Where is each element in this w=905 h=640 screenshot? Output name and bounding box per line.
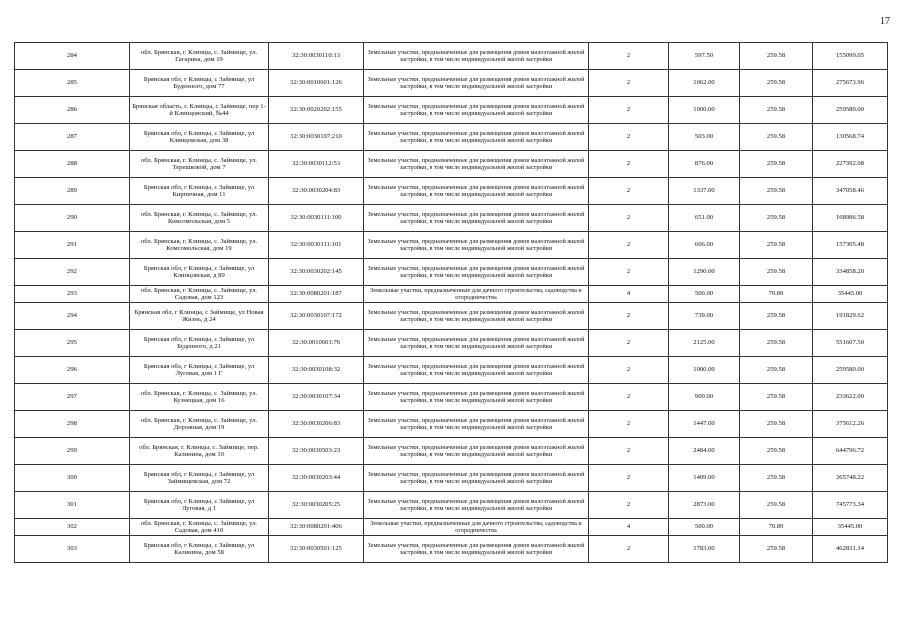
- rate-cell: 70.89: [740, 286, 813, 303]
- area-cell: 651.00: [669, 205, 740, 232]
- address-cell: Брянская обл, г Клинцы, с Займище, ул Калинина, дом 58: [130, 536, 269, 563]
- rate-cell: 259.58: [740, 465, 813, 492]
- land-use-cell: Земельные участки, предназначенные для размещения домов малоэтажной жилой застройки, в том числе индивидуальной жилой застройки: [364, 178, 589, 205]
- value-cell: 259580.00: [813, 357, 888, 384]
- row-number-cell: 294: [15, 303, 130, 330]
- value-cell: 155099.05: [813, 43, 888, 70]
- group-cell: 2: [589, 124, 669, 151]
- group-cell: 2: [589, 536, 669, 563]
- rate-cell: 259.58: [740, 357, 813, 384]
- area-cell: 606.00: [669, 232, 740, 259]
- group-cell: 4: [589, 286, 669, 303]
- table-row: [15, 178, 888, 205]
- value-cell: 168986.58: [813, 205, 888, 232]
- area-cell: 1447.00: [669, 411, 740, 438]
- row-number-cell: 296: [15, 357, 130, 384]
- rate-cell: 259.58: [740, 151, 813, 178]
- value-cell: 334858.20: [813, 259, 888, 286]
- cadastral-number-cell: 32:30:0010601:126: [269, 70, 364, 97]
- rate-cell: 259.58: [740, 411, 813, 438]
- value-cell: 347058.46: [813, 178, 888, 205]
- rate-cell: 259.58: [740, 97, 813, 124]
- table-body: [15, 43, 888, 563]
- area-cell: 500.00: [669, 519, 740, 536]
- rate-cell: 259.58: [740, 438, 813, 465]
- table-row: [15, 151, 888, 178]
- row-number-cell: 293: [15, 286, 130, 303]
- table-row: [15, 411, 888, 438]
- value-cell: 35445.00: [813, 519, 888, 536]
- cadastral-number-cell: 32:30:0030203:44: [269, 465, 364, 492]
- rate-cell: 259.58: [740, 536, 813, 563]
- cadastral-number-cell: 32:30:0080201:187: [269, 286, 364, 303]
- group-cell: 2: [589, 411, 669, 438]
- value-cell: 233622.00: [813, 384, 888, 411]
- group-cell: 2: [589, 43, 669, 70]
- area-cell: 597.50: [669, 43, 740, 70]
- value-cell: 644796.72: [813, 438, 888, 465]
- cadastral-number-cell: 32:30:0030503:23: [269, 438, 364, 465]
- group-cell: 2: [589, 465, 669, 492]
- value-cell: 35445.00: [813, 286, 888, 303]
- address-cell: обл. Брянская, г. Клинцы, с. Займище, ул. Дорожная, дом 19: [130, 411, 269, 438]
- address-cell: обл. Брянская, г. Клинцы, с. Займище, ул. Садовая, дом 410: [130, 519, 269, 536]
- group-cell: 2: [589, 330, 669, 357]
- cadastral-table: [14, 42, 888, 563]
- area-cell: 503.00: [669, 124, 740, 151]
- cadastral-number-cell: 32:30:0030112:53: [269, 151, 364, 178]
- land-use-cell: Земельные участки, предназначенные для размещения домов малоэтажной жилой застройки, в том числе индивидуальной жилой застройки: [364, 232, 589, 259]
- row-number-cell: 300: [15, 465, 130, 492]
- address-cell: обл. Брянская, г. Клинцы, с. Займище, пер. Калинина, дом 10: [130, 438, 269, 465]
- address-cell: Брянская обл, г Клинцы, с Займище, ул Клинцовская, дом 38: [130, 124, 269, 151]
- address-cell: обл. Брянская, г. Клинцы, с. Займище, ул. Гагарина, дом 19: [130, 43, 269, 70]
- row-number-cell: 290: [15, 205, 130, 232]
- cadastral-number-cell: 32:30:0030110:13: [269, 43, 364, 70]
- row-number-cell: 301: [15, 492, 130, 519]
- address-cell: обл. Брянская, г. Клинцы, с. Займище, ул. Комсомольская, дом 19: [130, 232, 269, 259]
- cadastral-number-cell: 32:30:0030111:100: [269, 205, 364, 232]
- cadastral-number-cell: 32:30:0030204:83: [269, 178, 364, 205]
- rate-cell: 259.58: [740, 124, 813, 151]
- land-use-cell: Земельные участки, предназначенные для дачного строительства, садоводства и огородничества: [364, 286, 589, 303]
- group-cell: 2: [589, 97, 669, 124]
- rate-cell: 259.58: [740, 70, 813, 97]
- area-cell: 1000.00: [669, 97, 740, 124]
- land-use-cell: Земельные участки, предназначенные для размещения домов малоэтажной жилой застройки, в том числе индивидуальной жилой застройки: [364, 357, 589, 384]
- table-row: [15, 303, 888, 330]
- row-number-cell: 285: [15, 70, 130, 97]
- row-number-cell: 303: [15, 536, 130, 563]
- row-number-cell: 289: [15, 178, 130, 205]
- group-cell: 2: [589, 232, 669, 259]
- area-cell: 876.00: [669, 151, 740, 178]
- cadastral-number-cell: 32:30:0020202:155: [269, 97, 364, 124]
- group-cell: 2: [589, 205, 669, 232]
- rate-cell: 259.58: [740, 205, 813, 232]
- group-cell: 2: [589, 303, 669, 330]
- address-cell: обл. Брянская, г. Клинцы, с. Займище, ул. Комсомольская, дом 5: [130, 205, 269, 232]
- land-use-cell: Земельные участки, предназначенные для дачного строительства, садоводства и огородничества: [364, 519, 589, 536]
- cadastral-number-cell: 32:30:0030107:34: [269, 384, 364, 411]
- value-cell: 745773.34: [813, 492, 888, 519]
- value-cell: 157305.48: [813, 232, 888, 259]
- cadastral-number-cell: 32:30:0030107:210: [269, 124, 364, 151]
- cadastral-number-cell: 32:30:0030206:83: [269, 411, 364, 438]
- cadastral-number-cell: 32:30:0080201:406: [269, 519, 364, 536]
- rate-cell: 259.58: [740, 232, 813, 259]
- value-cell: 462831.14: [813, 536, 888, 563]
- cadastral-number-cell: 32:30:0030202:145: [269, 259, 364, 286]
- table-row: [15, 259, 888, 286]
- area-cell: 500.00: [669, 286, 740, 303]
- group-cell: 2: [589, 178, 669, 205]
- value-cell: 259580.00: [813, 97, 888, 124]
- land-use-cell: Земельные участки, предназначенные для размещения домов малоэтажной жилой застройки, в том числе индивидуальной жилой застройки: [364, 465, 589, 492]
- table-row: [15, 124, 888, 151]
- address-cell: Брянская обл, г Клинцы, с Займище, ул Клинцовская, д 89: [130, 259, 269, 286]
- cadastral-number-cell: 32:30:0030501:125: [269, 536, 364, 563]
- land-use-cell: Земельные участки, предназначенные для размещения домов малоэтажной жилой застройки, в том числе индивидуальной жилой застройки: [364, 70, 589, 97]
- land-use-cell: Земельные участки, предназначенные для размещения домов малоэтажной жилой застройки, в том числе индивидуальной жилой застройки: [364, 411, 589, 438]
- address-cell: обл. Брянская, г. Клинцы, с. Займище, ул. Терешковой, дом 7: [130, 151, 269, 178]
- table-row: [15, 70, 888, 97]
- address-cell: Брянская область, г. Клинцы, с Займище, пер 1-й Клинцовский, №44: [130, 97, 269, 124]
- table-row: [15, 286, 888, 303]
- address-cell: Брянская обл, г Клинцы, с Займище, ул Займищевская, дом 72: [130, 465, 269, 492]
- address-cell: Брянская обл, г Клинцы, с Займище, ул Буденного, д 21: [130, 330, 269, 357]
- table-row: [15, 465, 888, 492]
- area-cell: 739.00: [669, 303, 740, 330]
- page-number: 17: [880, 16, 890, 27]
- address-cell: Брянская обл, г Клинцы, с Займище, ул Буденного, дом 77: [130, 70, 269, 97]
- row-number-cell: 286: [15, 97, 130, 124]
- group-cell: 4: [589, 519, 669, 536]
- value-cell: 365748.22: [813, 465, 888, 492]
- rate-cell: 259.58: [740, 303, 813, 330]
- value-cell: 130568.74: [813, 124, 888, 151]
- land-use-cell: Земельные участки, предназначенные для размещения домов малоэтажной жилой застройки, в том числе индивидуальной жилой застройки: [364, 330, 589, 357]
- address-cell: Брянская обл, г Клинцы, с Займище, ул Луговая, дом 1 Г: [130, 357, 269, 384]
- row-number-cell: 292: [15, 259, 130, 286]
- area-cell: 1000.00: [669, 357, 740, 384]
- row-number-cell: 287: [15, 124, 130, 151]
- land-use-cell: Земельные участки, предназначенные для размещения домов малоэтажной жилой застройки, в том числе индивидуальной жилой застройки: [364, 259, 589, 286]
- area-cell: 900.00: [669, 384, 740, 411]
- cadastral-number-cell: 32:30:0010601:76: [269, 330, 364, 357]
- cadastral-number-cell: 32:30:0030111:101: [269, 232, 364, 259]
- rate-cell: 259.58: [740, 178, 813, 205]
- row-number-cell: 288: [15, 151, 130, 178]
- land-use-cell: Земельные участки, предназначенные для размещения домов малоэтажной жилой застройки, в том числе индивидуальной жилой застройки: [364, 43, 589, 70]
- area-cell: 1337.00: [669, 178, 740, 205]
- row-number-cell: 284: [15, 43, 130, 70]
- table-row: [15, 43, 888, 70]
- land-use-cell: Земельные участки, предназначенные для размещения домов малоэтажной жилой застройки, в том числе индивидуальной жилой застройки: [364, 205, 589, 232]
- group-cell: 2: [589, 492, 669, 519]
- land-use-cell: Земельные участки, предназначенные для размещения домов малоэтажной жилой застройки, в том числе индивидуальной жилой застройки: [364, 438, 589, 465]
- address-cell: Брянская обл, г Клинцы, с Займище, ул Луговая, д 1: [130, 492, 269, 519]
- value-cell: 551607.50: [813, 330, 888, 357]
- area-cell: 2125.00: [669, 330, 740, 357]
- table-row: [15, 232, 888, 259]
- group-cell: 2: [589, 357, 669, 384]
- cadastral-number-cell: 32:30:0030205:25: [269, 492, 364, 519]
- group-cell: 2: [589, 438, 669, 465]
- area-cell: 2873.00: [669, 492, 740, 519]
- area-cell: 1409.00: [669, 465, 740, 492]
- group-cell: 2: [589, 384, 669, 411]
- table-row: [15, 384, 888, 411]
- value-cell: 375612.26: [813, 411, 888, 438]
- row-number-cell: 302: [15, 519, 130, 536]
- address-cell: обл. Брянская, г. Клинцы, с. Займище, ул. Кузнецкая, дом 16: [130, 384, 269, 411]
- table-row: [15, 330, 888, 357]
- value-cell: 191829.62: [813, 303, 888, 330]
- land-use-cell: Земельные участки, предназначенные для размещения домов малоэтажной жилой застройки, в том числе индивидуальной жилой застройки: [364, 384, 589, 411]
- cadastral-number-cell: 32:30:0030108:32: [269, 357, 364, 384]
- row-number-cell: 291: [15, 232, 130, 259]
- area-cell: 1290.00: [669, 259, 740, 286]
- rate-cell: 259.58: [740, 330, 813, 357]
- group-cell: 2: [589, 70, 669, 97]
- table-row: [15, 519, 888, 536]
- group-cell: 2: [589, 151, 669, 178]
- address-cell: Брянская обл, г Клинцы, с Займище, ул Новая Жизнь, д 24: [130, 303, 269, 330]
- row-number-cell: 298: [15, 411, 130, 438]
- area-cell: 1783.00: [669, 536, 740, 563]
- land-use-cell: Земельные участки, предназначенные для размещения домов малоэтажной жилой застройки, в том числе индивидуальной жилой застройки: [364, 536, 589, 563]
- table-row: [15, 357, 888, 384]
- table-row: [15, 492, 888, 519]
- table-row: [15, 205, 888, 232]
- rate-cell: 259.58: [740, 384, 813, 411]
- rate-cell: 259.58: [740, 43, 813, 70]
- cadastral-number-cell: 32:30:0030107:172: [269, 303, 364, 330]
- land-use-cell: Земельные участки, предназначенные для размещения домов малоэтажной жилой застройки, в том числе индивидуальной жилой застройки: [364, 97, 589, 124]
- table-row: [15, 97, 888, 124]
- area-cell: 2484.00: [669, 438, 740, 465]
- row-number-cell: 299: [15, 438, 130, 465]
- rate-cell: 259.58: [740, 259, 813, 286]
- row-number-cell: 295: [15, 330, 130, 357]
- address-cell: Брянская обл, г Клинцы, с Займище, ул Кирпичная, дом 11: [130, 178, 269, 205]
- value-cell: 227392.08: [813, 151, 888, 178]
- land-use-cell: Земельные участки, предназначенные для размещения домов малоэтажной жилой застройки, в том числе индивидуальной жилой застройки: [364, 124, 589, 151]
- row-number-cell: 297: [15, 384, 130, 411]
- land-use-cell: Земельные участки, предназначенные для размещения домов малоэтажной жилой застройки, в том числе индивидуальной жилой застройки: [364, 151, 589, 178]
- table-row: [15, 438, 888, 465]
- table-row: [15, 536, 888, 563]
- rate-cell: 70.89: [740, 519, 813, 536]
- address-cell: обл. Брянская, г. Клинцы, с. Займище, ул. Садовая, дом 123: [130, 286, 269, 303]
- land-use-cell: Земельные участки, предназначенные для размещения домов малоэтажной жилой застройки, в том числе индивидуальной жилой застройки: [364, 492, 589, 519]
- value-cell: 275673.96: [813, 70, 888, 97]
- land-use-cell: Земельные участки, предназначенные для размещения домов малоэтажной жилой застройки, в том числе индивидуальной жилой застройки: [364, 303, 589, 330]
- group-cell: 2: [589, 259, 669, 286]
- area-cell: 1062.00: [669, 70, 740, 97]
- rate-cell: 259.58: [740, 492, 813, 519]
